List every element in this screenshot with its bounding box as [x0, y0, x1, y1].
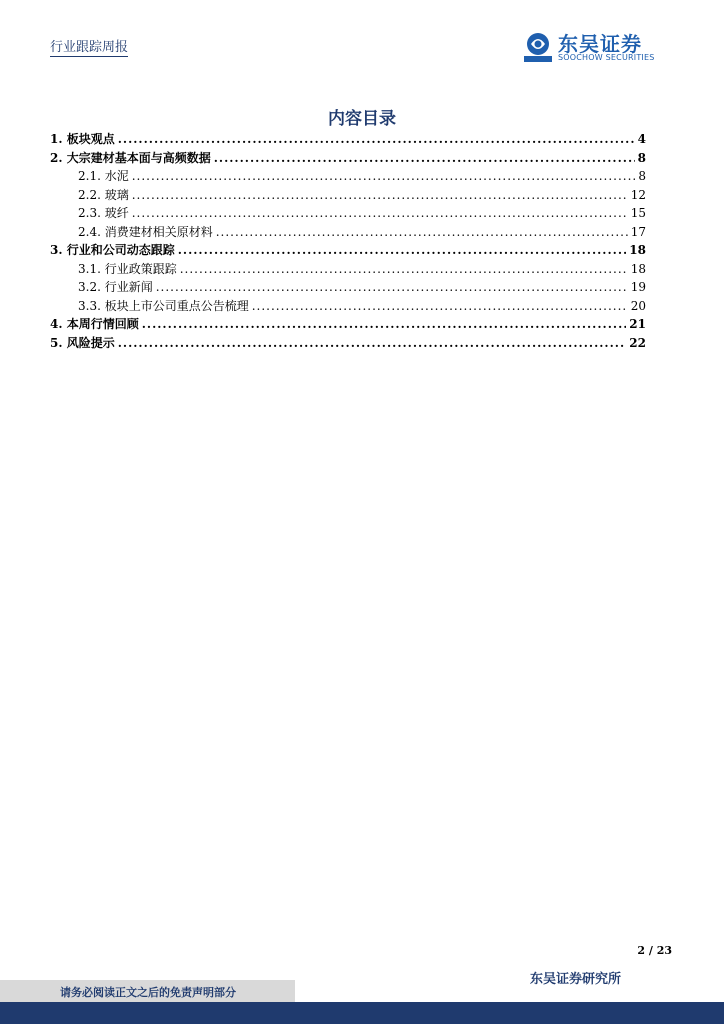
- page-number: 2 / 23: [637, 944, 672, 957]
- toc-entry[interactable]: [50, 204, 646, 223]
- logo-name-cn: 东吴证券: [558, 32, 642, 56]
- disclaimer-text: 请务必阅读正文之后的免责声明部分: [60, 986, 236, 999]
- toc-entry-label: 3.1. 行业政策跟踪: [78, 261, 177, 276]
- table-of-contents: [50, 130, 646, 352]
- toc-dot-leader: [180, 260, 628, 279]
- toc-entry-label: 2.1. 水泥: [78, 169, 129, 183]
- toc-dot-leader: [132, 204, 628, 223]
- toc-entry[interactable]: [50, 186, 646, 205]
- toc-entry[interactable]: [50, 278, 646, 297]
- toc-entry-label: 2. 大宗建材基本面与高频数据: [50, 150, 211, 165]
- toc-dot-leader: [252, 297, 628, 316]
- toc-entry-label: 4. 本周行情回顾: [50, 317, 139, 331]
- toc-dot-leader: [118, 334, 627, 353]
- toc-entry-label: 2.4. 消费建材相关原材料: [78, 224, 213, 239]
- toc-entry-page: 21: [629, 317, 646, 331]
- toc-entry-label: 5. 风险提示: [50, 335, 115, 350]
- toc-entry-label: 3.3. 板块上市公司重点公告梳理: [78, 298, 249, 313]
- toc-entry-page: 19: [630, 280, 646, 294]
- company-logo: [522, 30, 672, 66]
- toc-entry-page: 8: [637, 150, 646, 165]
- toc-dot-leader: [178, 241, 627, 260]
- toc-entry-page: 18: [630, 261, 646, 276]
- toc-entry-page: 17: [630, 224, 646, 239]
- footer-band: [0, 1002, 724, 1024]
- toc-entry-page: 18: [629, 243, 646, 257]
- toc-dot-leader: [132, 186, 628, 205]
- toc-entry-page: 12: [630, 187, 646, 202]
- toc-dot-leader: [156, 278, 628, 297]
- toc-entry[interactable]: [50, 223, 646, 242]
- logo-name-en: SOOCHOW SECURITIES: [558, 53, 655, 62]
- toc-entry[interactable]: [50, 334, 646, 353]
- toc-entry-label: 1. 板块观点: [50, 132, 115, 146]
- toc-entry[interactable]: [50, 260, 646, 279]
- toc-entry[interactable]: [50, 297, 646, 316]
- toc-entry-page: 15: [630, 206, 646, 220]
- toc-entry-page: 4: [637, 132, 646, 146]
- toc-entry[interactable]: [50, 315, 646, 334]
- toc-dot-leader: [132, 167, 636, 186]
- toc-entry[interactable]: [50, 241, 646, 260]
- soochow-logo-icon: [522, 30, 554, 62]
- toc-entry-label: 3. 行业和公司动态跟踪: [50, 243, 175, 257]
- report-type-label: 行业跟踪周报: [50, 36, 128, 57]
- toc-entry-page: 8: [638, 169, 646, 183]
- toc-entry-label: 2.2. 玻璃: [78, 187, 129, 202]
- toc-entry[interactable]: [50, 167, 646, 186]
- toc-dot-leader: [142, 315, 627, 334]
- toc-entry[interactable]: [50, 149, 646, 168]
- toc-entry-page: 20: [630, 298, 646, 313]
- toc-title: 内容目录: [328, 109, 396, 129]
- toc-dot-leader: [214, 149, 635, 168]
- toc-dot-leader: [118, 130, 635, 149]
- toc-entry-page: 22: [629, 335, 646, 350]
- toc-entry-label: 3.2. 行业新闻: [78, 280, 153, 294]
- toc-dot-leader: [216, 223, 628, 242]
- toc-entry[interactable]: [50, 130, 646, 149]
- toc-entry-label: 2.3. 玻纤: [78, 206, 129, 220]
- footer-institute: 东吴证券研究所: [530, 972, 622, 987]
